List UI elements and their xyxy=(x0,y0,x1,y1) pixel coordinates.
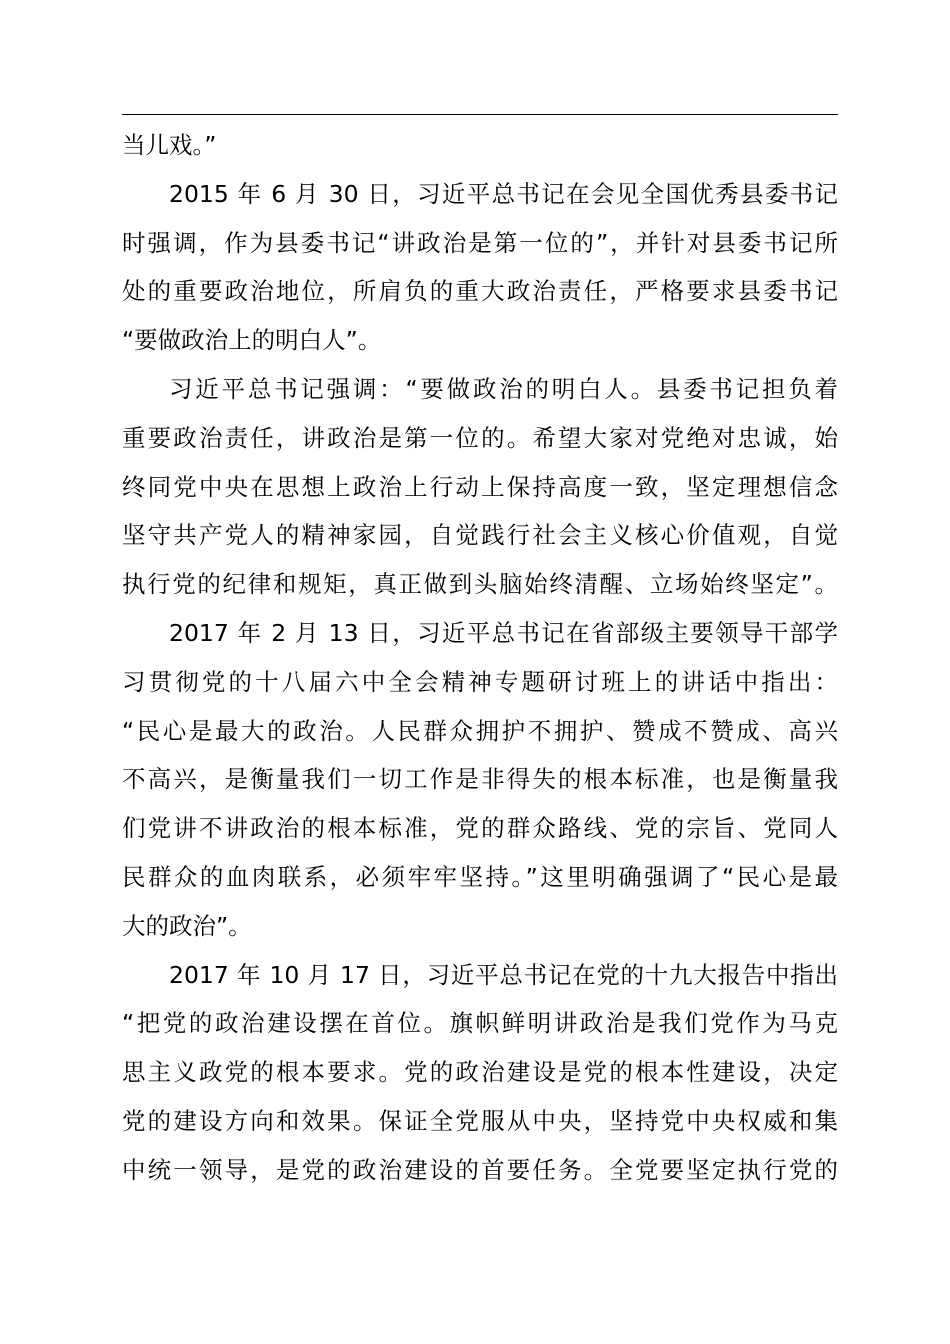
text-line: 不高兴，是衡量我们一切工作是非得失的根本标准，也是衡量我 xyxy=(122,765,838,794)
text-line: “把党的政治建设摆在首位。旗帜鲜明讲政治是我们党作为马克 xyxy=(122,1009,838,1038)
text-line: 重要政治责任，讲政治是第一位的。希望大家对党绝对忠诚，始 xyxy=(122,423,838,452)
paragraph-quote-emphasis xyxy=(122,365,838,609)
text-line: 大的政治”。 xyxy=(122,911,252,940)
paragraph-2017-oct xyxy=(122,951,838,1195)
text-line: 处的重要政治地位，所肩负的重大政治责任，严格要求县委书记 xyxy=(122,277,838,306)
header-rule xyxy=(122,114,838,115)
text-line: 思主义政党的根本要求。党的政治建设是党的根本性建设，决定 xyxy=(122,1058,838,1087)
text-line: 执行党的纪律和规矩，真正做到头脑始终清醒、立场始终坚定”。 xyxy=(122,570,838,599)
text-line: 2017 年 10 月 17 日，习近平总书记在党的十九大报告中指出 xyxy=(169,960,838,989)
text-line: 当儿戏。” xyxy=(122,131,217,159)
text-line: 民群众的血肉联系，必须牢牢坚持。”这里明确强调了“民心是最 xyxy=(122,862,838,891)
text-line: 中统一领导，是党的政治建设的首要任务。全党要坚定执行党的 xyxy=(122,1155,838,1184)
document-body xyxy=(122,121,838,1195)
text-line: 坚守共产党人的精神家园，自觉践行社会主义核心价值观，自觉 xyxy=(122,521,838,550)
paragraph-continuation xyxy=(122,121,838,170)
text-line: “要做政治上的明白人”。 xyxy=(122,326,382,355)
text-line: “民心是最大的政治。人民群众拥护不拥护、赞成不赞成、高兴 xyxy=(122,716,838,745)
text-line: 党的建设方向和效果。保证全党服从中央，坚持党中央权威和集 xyxy=(122,1106,838,1135)
paragraph-2017-feb xyxy=(122,609,838,951)
text-line: 终同党中央在思想上政治上行动上保持高度一致，坚定理想信念 xyxy=(122,472,838,501)
text-line: 习近平总书记强调：“要做政治的明白人。县委书记担负着 xyxy=(169,374,838,403)
text-line: 2017 年 2 月 13 日，习近平总书记在省部级主要领导干部学 xyxy=(169,618,838,647)
text-line: 习贯彻党的十八届六中全会精神专题研讨班上的讲话中指出： xyxy=(122,667,838,696)
paragraph-2015 xyxy=(122,170,838,365)
text-line: 时强调，作为县委书记“讲政治是第一位的”，并针对县委书记所 xyxy=(122,228,838,257)
text-line: 们党讲不讲政治的根本标准，党的群众路线、党的宗旨、党同人 xyxy=(122,814,838,843)
text-line: 2015 年 6 月 30 日，习近平总书记在会见全国优秀县委书记 xyxy=(169,179,838,208)
